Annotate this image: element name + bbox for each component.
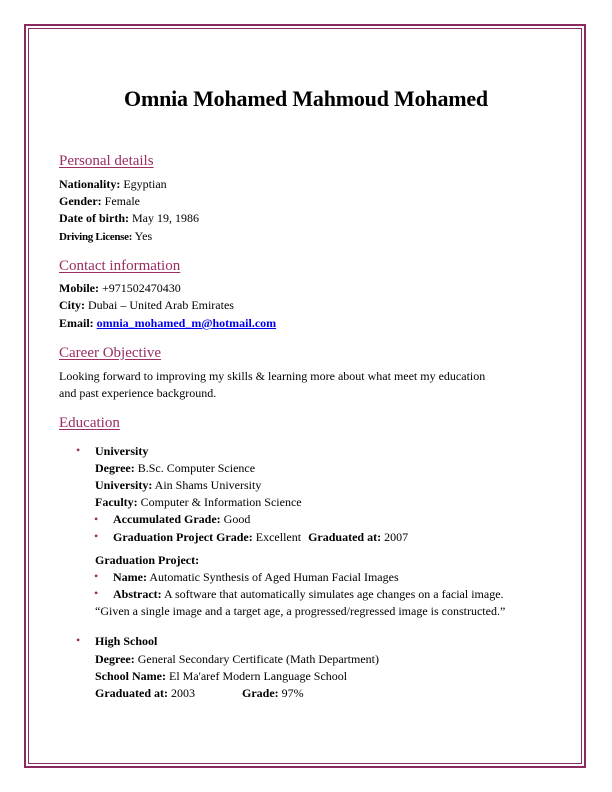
faculty-value: Computer & Information Science [140,495,302,509]
dob-label: Date of birth: [59,211,129,225]
candidate-name: Omnia Mohamed Mahmoud Mohamed [124,86,488,111]
university-value: Ain Shams University [154,478,262,492]
hs-grade-value: 97% [281,686,304,700]
bullet-icon: • [76,633,81,647]
bullet-icon: • [94,529,99,543]
city-row [59,298,234,313]
degree-label: Degree: [95,461,135,475]
city-value: Dubai – United Arab Emirates [88,298,234,312]
acc-grade-value: Good [223,512,251,526]
email-row [59,316,276,331]
project-name-row [113,570,399,585]
project-grade-value: Excellent [255,530,302,544]
graduated-value: 2007 [384,530,409,544]
mobile-label: Mobile: [59,281,99,295]
abstract-value: A software that automatically simulates age changes on a facial image. [164,587,504,601]
contact-heading: Contact information [59,258,181,274]
hs-degree-label: Degree: [95,652,135,666]
objective-line-1: Looking forward to improving my skills & learning more about what meet my education [59,369,486,383]
license-row [59,229,152,245]
license-label: Driving License: [59,231,133,243]
hs-graduated-value: 2003 [171,686,195,700]
education-heading: Education [59,415,120,431]
nationality-label: Nationality: [59,177,121,191]
bullet-icon: • [94,512,99,526]
abstract-label: Abstract: [113,587,162,601]
mobile-value: +971502470430 [102,281,181,295]
hs-grade-label: Grade: [242,686,279,700]
mobile-row [59,281,181,296]
graduated-label: Graduated at: [308,530,382,544]
abstract-quote: “Given a single image and a target age, a progressed/regressed image is constructed.” [95,604,506,618]
nationality-row [59,177,167,192]
bullet-icon: • [94,586,99,600]
university-title: University [95,444,149,458]
school-label: School Name: [95,669,166,683]
email-link[interactable]: omnia_mohamed_m@hotmail.com [96,316,277,330]
hs-degree-value: General Secondary Certificate (Math Department) [137,652,379,666]
acc-grade-row [113,512,250,527]
university-label: University: [95,478,153,492]
bullet-icon: • [76,443,81,457]
license-value: Yes [134,229,153,243]
highschool-title: High School [95,634,158,648]
graduation-project-heading: Graduation Project: [95,553,200,567]
gender-row [59,194,140,209]
acc-grade-label: Accumulated Grade: [113,512,221,526]
degree-value: B.Sc. Computer Science [137,461,256,475]
dob-row [59,211,199,226]
faculty-row [95,495,302,510]
project-name-value: Automatic Synthesis of Aged Human Facial Images [149,570,399,584]
hs-graduated-label: Graduated at: [95,686,168,700]
city-label: City: [59,298,85,312]
abstract-row [113,587,504,602]
university-row [95,478,261,493]
nationality-value: Egyptian [123,177,167,191]
bullet-icon: • [94,569,99,583]
degree-row [95,461,255,476]
faculty-label: Faculty: [95,495,138,509]
school-row [95,669,347,684]
email-label: Email: [59,316,94,330]
school-value: El Ma'aref Modern Language School [169,669,348,683]
project-grade-label: Graduation Project Grade: [113,530,253,544]
dob-value: May 19, 1986 [131,211,199,225]
gender-label: Gender: [59,194,102,208]
objective-heading: Career Objective [59,345,162,361]
personal-details-heading: Personal details [59,153,154,169]
hs-degree-row [95,652,379,667]
gender-value: Female [104,194,140,208]
project-name-label: Name: [113,570,147,584]
objective-line-2: and past experience background. [59,386,217,400]
project-grade-row [113,530,408,545]
hs-graduated-row [95,686,304,701]
